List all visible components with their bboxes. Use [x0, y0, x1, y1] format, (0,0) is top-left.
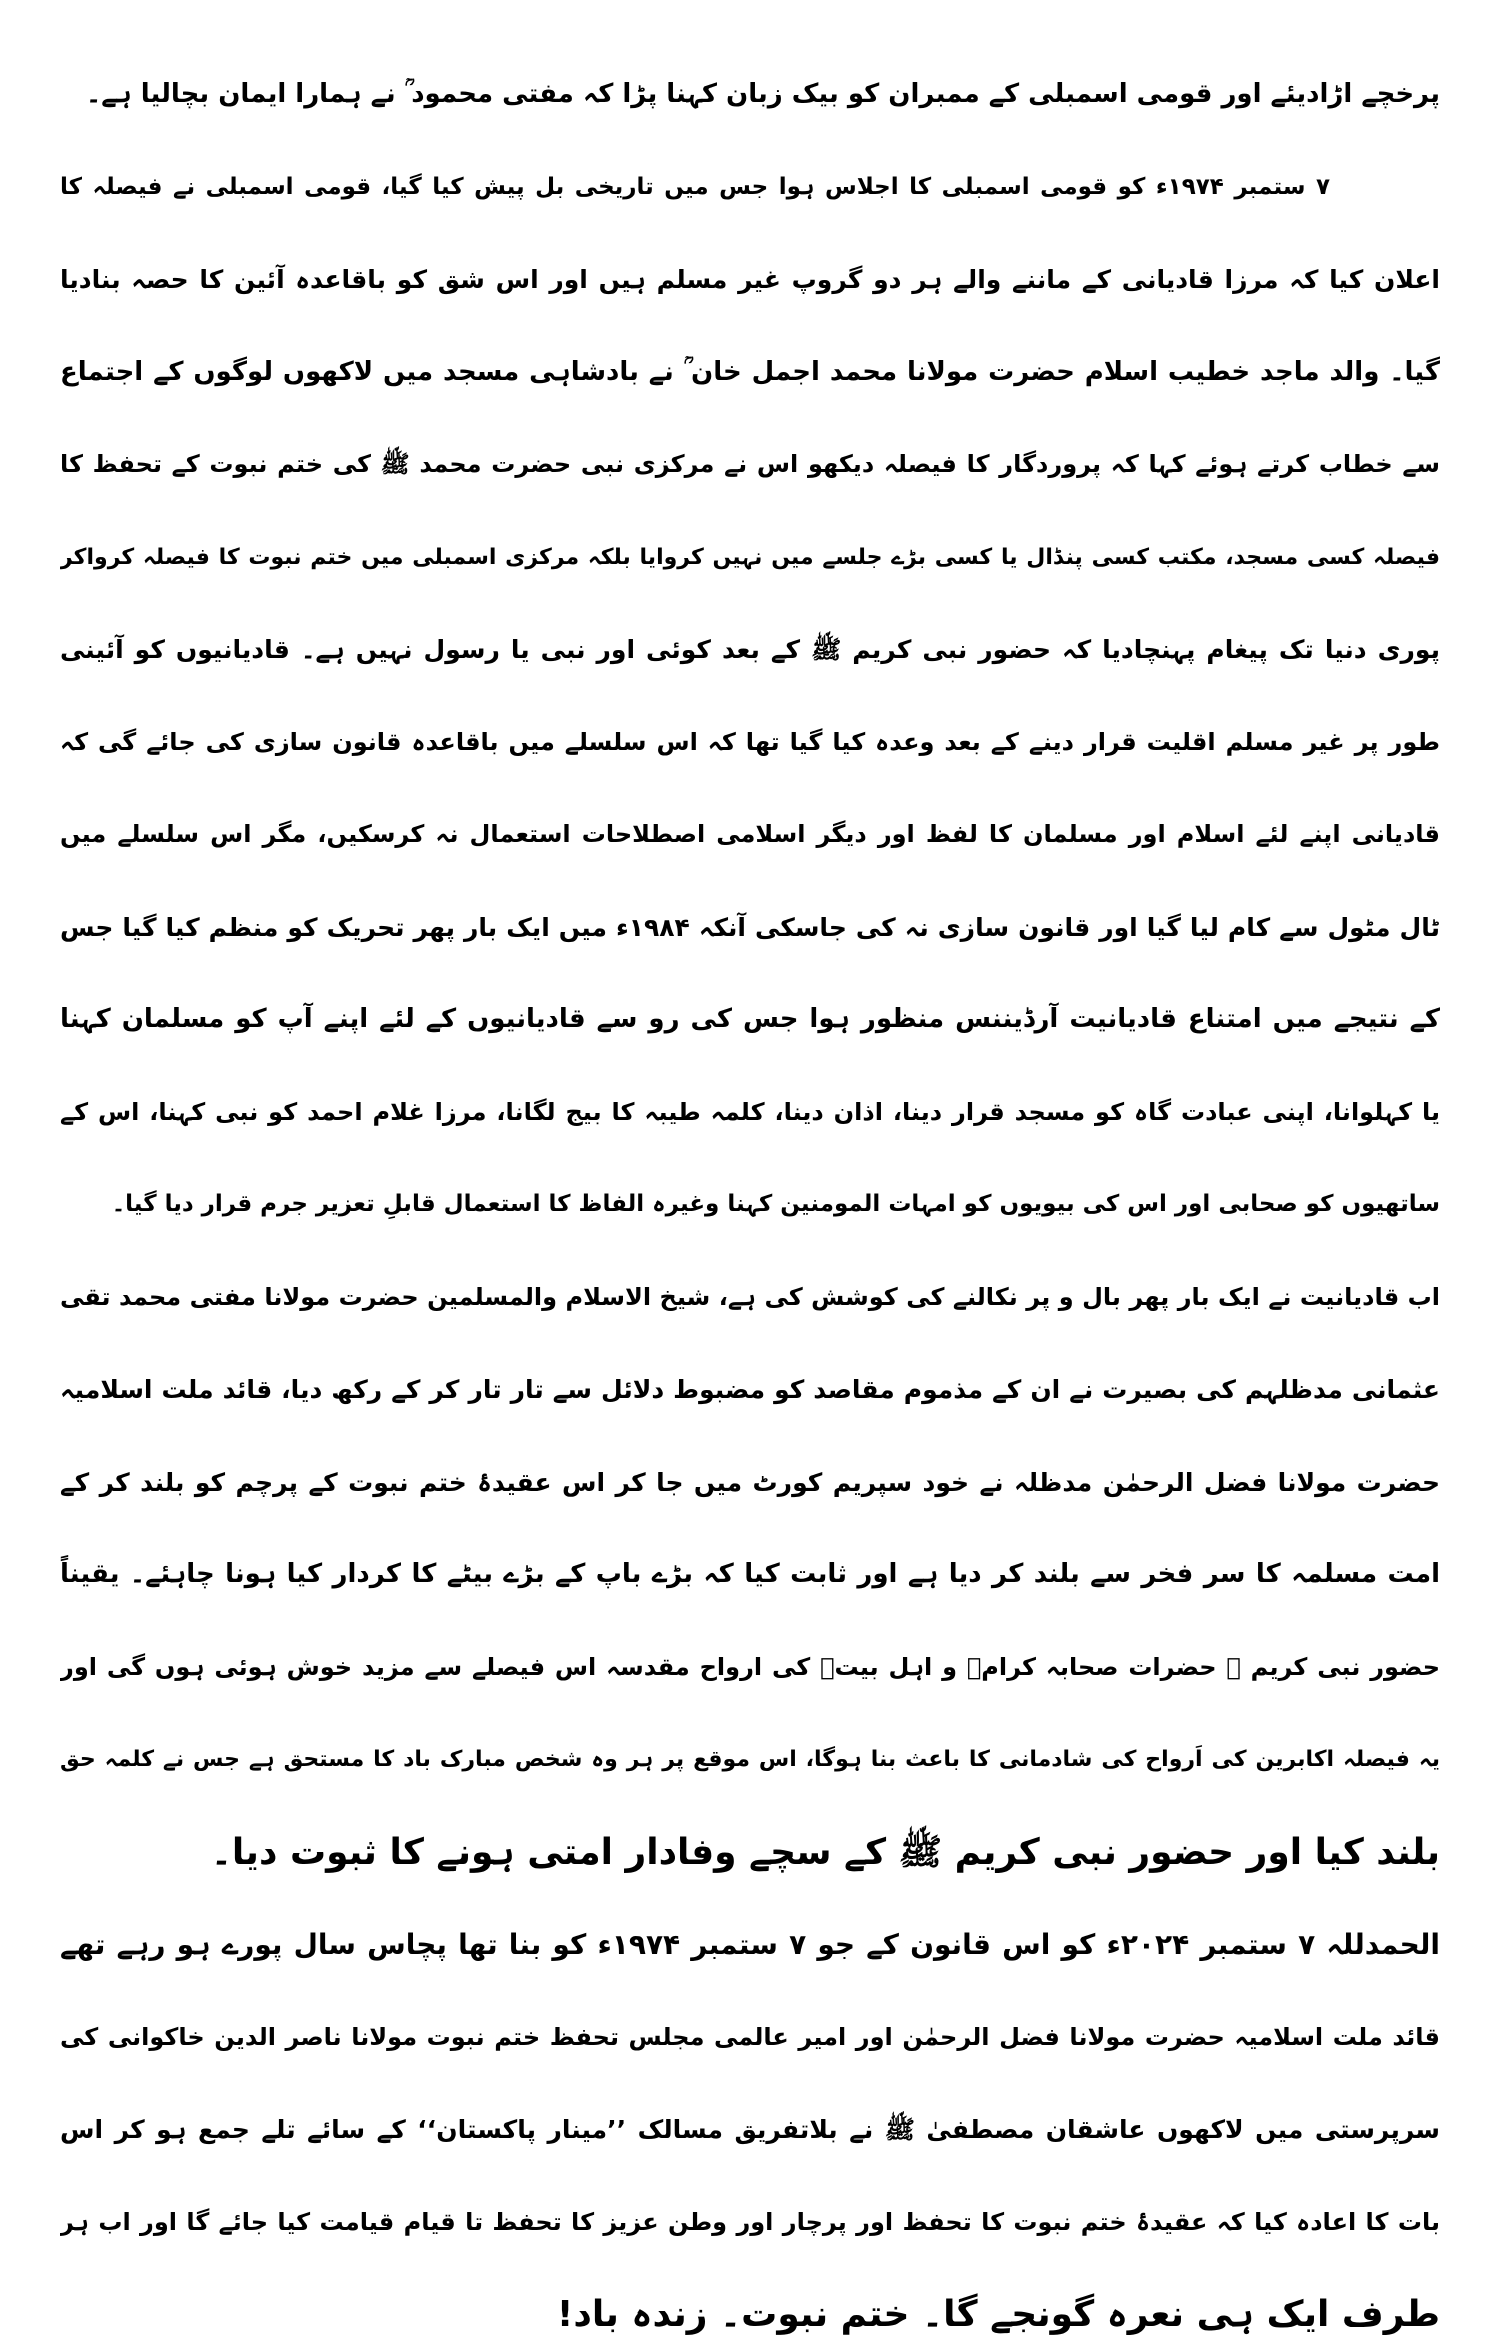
text-line: فیصلہ کسی مسجد، مکتب کسی پنڈال یا کسی بڑے جلسے میں نہیں کروایا بلکہ مرکزی اسمبلی میں ختم نبوت کا فیصلہ کرواکر [60, 544, 1440, 570]
text-line: یہ فیصلہ اکابرین کی اَرواح کی شادمانی کا باعث بنا ہوگا، اس موقع پر ہر وہ شخص مبارک باد کا مستحق ہے جس نے کلمہ حق [60, 1747, 1440, 1772]
text-line: حضور نبی کریم ﷺ حضرات صحابہ کرامؓ و اہل بیتؓ کی ارواح مقدسہ اس فیصلے سے مزید خوش ہوئی ہوں گی اور [60, 1652, 1440, 1681]
text-line: عثمانی مدظلہم کی بصیرت نے ان کے مذموم مقاصد کو مضبوط دلائل سے تار تار کر کے رکھ دیا، قائد ملت اسلامیہ [60, 1375, 1440, 1404]
text-line: کے نتیجے میں امتناع قادیانیت آرڈیننس منظور ہوا جس کی رو سے قادیانیوں کے لئے اپنے آپ کو مسلمان کہنا [60, 1004, 1440, 1034]
text-line: امت مسلمہ کا سر فخر سے بلند کر دیا ہے اور ثابت کیا کہ بڑے باپ کے بڑے بیٹے کا کردار کیا ہونا چاہئے۔ یقیناً [60, 1559, 1440, 1589]
text-line: گیا۔ والد ماجد خطیب اسلام حضرت مولانا محمد اجمل خان ؒ نے بادشاہی مسجد میں لاکھوں لوگوں کے اجتماع [60, 356, 1440, 387]
text-line: طور پر غیر مسلم اقلیت قرار دینے کے بعد وعدہ کیا گیا تھا کہ اس سلسلے میں باقاعدہ قانون سازی کی جائے گی کہ [60, 727, 1440, 756]
text-line: سے خطاب کرتے ہوئے کہا کہ پروردگار کا فیصلہ دیکھو اس نے مرکزی نبی حضرت محمد ﷺ کی ختم نبوت کے تحفظ کا [60, 450, 1440, 478]
text-line: ساتھیوں کو صحابی اور اس کی بیویوں کو امہات المومنین کہنا وغیرہ الفاظ کا استعمال قابلِ تعزیر جرم قرار دیا گیا۔ [111, 1191, 1440, 1217]
text-line: ۷ ستمبر ۱۹۷۴ء کو قومی اسمبلی کا اجلاس ہوا جس میں تاریخی بل پیش کیا گیا، قومی اسمبلی نے فیصلہ کا [60, 173, 1330, 200]
text-line: پوری دنیا تک پیغام پہنچادیا کہ حضور نبی کریم ﷺ کے بعد کوئی اور نبی یا رسول نہیں ہے۔ قادیانیوں کو آئینی [60, 635, 1440, 664]
text-line: قادیانی اپنے لئے اسلام اور مسلمان کا لفظ اور دیگر اسلامی اصطلاحات استعمال نہ کرسکیں، مگر اس سلسلے میں [60, 820, 1440, 848]
paragraph-4 [60, 1912, 1440, 2347]
text-line: پرخچے اڑادیئے اور قومی اسمبلی کے ممبران کو بیک زبان کہنا پڑا کہ مفتی محمود ؒ نے ہمارا ایمان بچالیا ہے۔ [85, 79, 1440, 109]
text-line: اب قادیانیت نے ایک بار پھر بال و پر نکالنے کی کوشش کی ہے، شیخ الاسلام والمسلمین حضرت مولانا مفتی محمد تقی [60, 1282, 1440, 1311]
text-line: بلند کیا اور حضور نبی کریم ﷺ کے سچے وفادار امتی ہونے کا ثبوت دیا۔ [210, 1831, 1440, 1873]
text-line: ٹال مٹول سے کام لیا گیا اور قانون سازی نہ کی جاسکی آنکہ ۱۹۸۴ء میں ایک بار پھر تحریک کو منظم کیا گیا جس [60, 912, 1440, 942]
paragraph-1 [60, 62, 1440, 127]
paragraph-2 [60, 155, 1440, 1238]
text-line: سرپرستی میں لاکھوں عاشقان مصطفیٰ ﷺ نے بلاتفریق مسالک ’’مینار پاکستان‘‘ کے سائے تلے جمع ہو کر اس [60, 2115, 1440, 2144]
text-line: قائد ملت اسلامیہ حضرت مولانا فضل الرحمٰن اور امیر عالمی مجلس تحفظ ختم نبوت مولانا ناصر الدین خاکوانی کی [60, 2022, 1440, 2051]
article-body [60, 62, 1440, 2335]
text-line: حضرت مولانا فضل الرحمٰن مدظلہ نے خود سپریم کورٹ میں جا کر اس عقیدۂ ختم نبوت کے پرچم کو بلند کر کے [60, 1467, 1440, 1497]
text-line: الحمدللہ ۷ ستمبر ۲۰۲۴ء کو اس قانون کے جو ۷ ستمبر ۱۹۷۴ء کو بنا تھا پچاس سال پورے ہو رہے تھے [60, 1928, 1440, 1961]
text-line: یا کہلوانا، اپنی عبادت گاہ کو مسجد قرار دینا، اذان دینا، کلمہ طیبہ کا بیج لگانا، مرزا غلام احمد کو نبی کہنا، اس کے [60, 1097, 1440, 1126]
text-line: اعلان کیا کہ مرزا قادیانی کے ماننے والے ہر دو گروپ غیر مسلم ہیں اور اس شق کو باقاعدہ آئین کا حصہ بنادیا [60, 265, 1440, 294]
paragraph-3 [60, 1265, 1440, 1885]
text-line: بات کا اعادہ کیا کہ عقیدۂ ختم نبوت کا تحفظ اور پرچار اور وطن عزیز کا تحفظ تا قیام قیامت کیا جائے گا اور اب ہر [60, 2207, 1440, 2236]
text-line: طرف ایک ہی نعرہ گونجے گا۔ ختم نبوت۔ زندہ باد! [556, 2294, 1440, 2335]
